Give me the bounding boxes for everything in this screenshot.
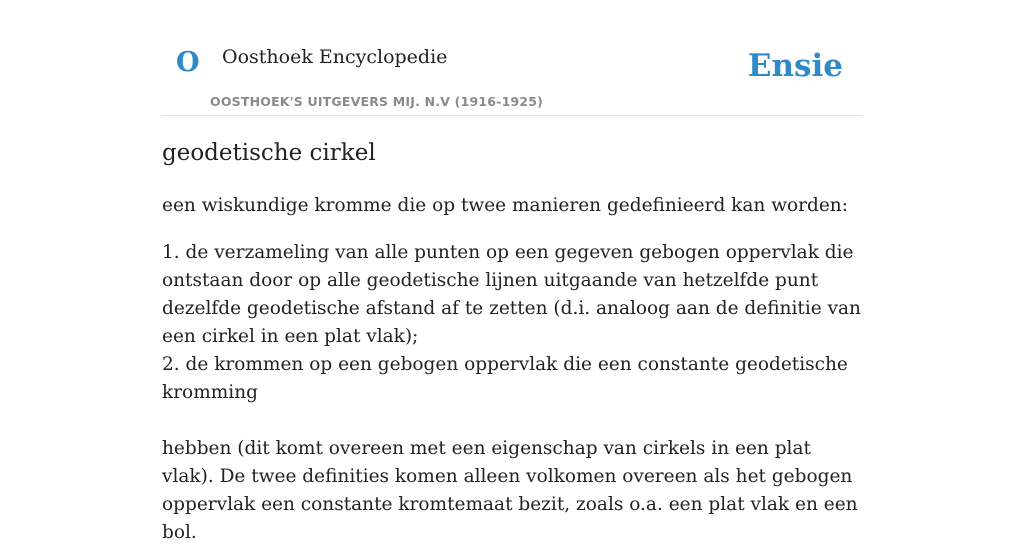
site-header (162, 0, 862, 116)
paragraph-gap (162, 407, 862, 435)
article-body (162, 192, 862, 547)
site-logo[interactable]: O (176, 47, 200, 78)
publisher-label: OOSTHOEK'S UITGEVERS MIJ. N.V (1916-1925) (210, 94, 544, 109)
definition-1: 1. de verzameling van alle punten op een gegeven gebogen oppervlak die ontstaan door op alle geodetische lijnen uitgaande van hetzelfde punt dezelfde geodetische afstand af te zetten (d.i. analoog aan de definitie van een cirkel in een plat vlak); (162, 242, 861, 347)
definition-2: 2. de krommen op een gebogen oppervlak die een constante geodetische kromming (162, 354, 848, 403)
article-continuation: hebben (dit komt overeen met een eigenschap van cirkels in een plat vlak). De twee definities komen alleen volkomen overeen als het gebogen oppervlak een constante kromtemaat bezit, zoals o.a. een plat vlak en een bol. (162, 438, 858, 543)
brand-logo[interactable]: Ensie (747, 48, 843, 84)
article-headword: geodetische cirkel (162, 140, 376, 166)
page (162, 0, 862, 543)
article-intro: een wiskundige kromme die op twee manieren gedefinieerd kan worden: (162, 195, 848, 216)
site-title[interactable]: Oosthoek Encyclopedie (222, 46, 448, 68)
